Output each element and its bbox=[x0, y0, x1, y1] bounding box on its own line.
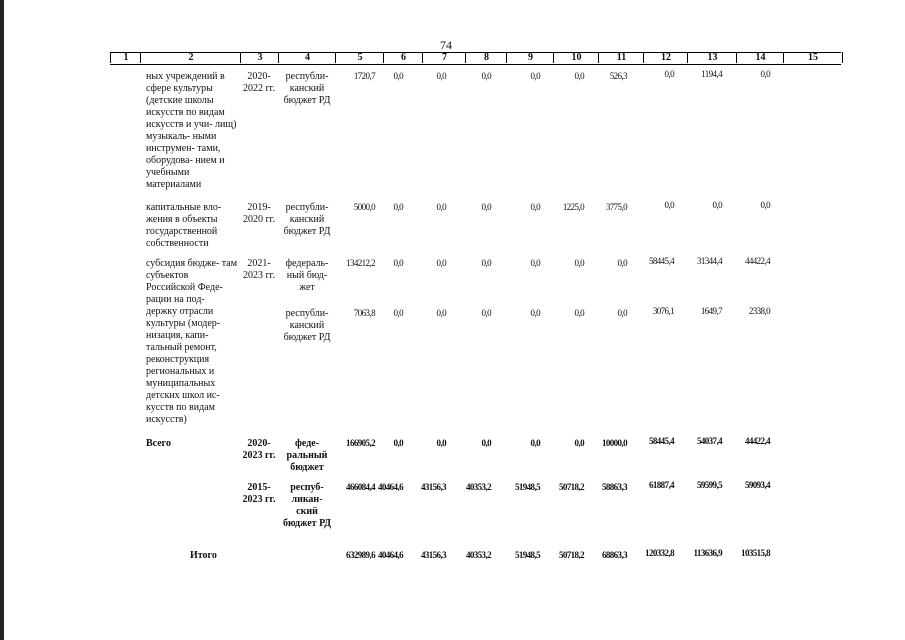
header-col-1: 1 bbox=[110, 52, 141, 63]
header-col-13: 13 bbox=[687, 52, 737, 63]
value-cell: 0,0 bbox=[664, 200, 674, 210]
row-source: республи- канский бюджет РД bbox=[283, 71, 331, 106]
value-cell: 0,0 bbox=[760, 69, 770, 79]
value-cell: 40464,6 bbox=[377, 482, 403, 492]
value-cell: 0,0 bbox=[530, 202, 540, 212]
value-cell: 0,0 bbox=[481, 438, 491, 448]
header-col-7: 7 bbox=[422, 52, 466, 63]
value-cell: 0,0 bbox=[574, 258, 584, 268]
value-cell: 1649,7 bbox=[700, 306, 722, 316]
value-cell: 526,3 bbox=[609, 71, 627, 81]
scan-edge bbox=[0, 0, 4, 640]
row-source: республи- канский бюджет РД bbox=[283, 202, 331, 237]
value-cell: 5000,0 bbox=[353, 202, 375, 212]
value-cell: 59093,4 bbox=[744, 480, 770, 490]
value-cell: 54037,4 bbox=[696, 436, 722, 446]
value-cell: 68863,3 bbox=[601, 550, 627, 560]
value-cell: 7063,8 bbox=[353, 308, 375, 318]
value-cell: 0,0 bbox=[436, 202, 446, 212]
value-cell: 0,0 bbox=[760, 200, 770, 210]
value-cell: 0,0 bbox=[393, 258, 403, 268]
value-cell: 632989,6 bbox=[346, 550, 375, 560]
value-cell: 3076,1 bbox=[652, 306, 674, 316]
value-cell: 0,0 bbox=[530, 71, 540, 81]
header-col-4: 4 bbox=[278, 52, 336, 63]
value-cell: 0,0 bbox=[436, 438, 446, 448]
header-col-3: 3 bbox=[240, 52, 279, 63]
value-cell: 0,0 bbox=[574, 71, 584, 81]
value-cell: 1720,7 bbox=[353, 71, 375, 81]
value-cell: 0,0 bbox=[393, 71, 403, 81]
header-col-9: 9 bbox=[506, 52, 554, 63]
value-cell: 166905,2 bbox=[346, 438, 375, 448]
row-source: республи- канский бюджет РД bbox=[283, 308, 331, 343]
value-cell: 0,0 bbox=[481, 71, 491, 81]
header-col-15: 15 bbox=[783, 52, 843, 63]
value-cell: 134212,2 bbox=[346, 258, 375, 268]
header-col-8: 8 bbox=[465, 52, 507, 63]
value-cell: 50718,2 bbox=[558, 482, 584, 492]
header-col-14: 14 bbox=[736, 52, 784, 63]
header-col-10: 10 bbox=[553, 52, 599, 63]
value-cell: 40464,6 bbox=[377, 550, 403, 560]
value-cell: 44422,4 bbox=[744, 256, 770, 266]
row-period: 2021- 2023 гг. bbox=[242, 258, 276, 281]
header-col-11: 11 bbox=[598, 52, 644, 63]
value-cell: 40353,2 bbox=[465, 482, 491, 492]
value-cell: 61887,4 bbox=[648, 480, 674, 490]
value-cell: 103515,8 bbox=[741, 548, 770, 558]
header-col-2: 2 bbox=[140, 52, 241, 63]
value-cell: 0,0 bbox=[393, 438, 403, 448]
row-source: феде- ральный бюджет bbox=[286, 438, 328, 473]
header-col-12: 12 bbox=[643, 52, 688, 63]
value-cell: 0,0 bbox=[712, 200, 722, 210]
row-name: субсидия бюдже- там субъектов Российской Феде- рации на под- держку отрасли культуры (модер- низация, капи- тальный ремонт, реконструкция региональных и муниципальных детских школ ис- кусств по видам искусств) bbox=[146, 258, 238, 425]
value-cell: 0,0 bbox=[481, 308, 491, 318]
value-cell: 0,0 bbox=[481, 202, 491, 212]
value-cell: 59599,5 bbox=[696, 480, 722, 490]
value-cell: 50718,2 bbox=[558, 550, 584, 560]
value-cell: 58445,4 bbox=[648, 436, 674, 446]
value-cell: 0,0 bbox=[530, 258, 540, 268]
header-col-5: 5 bbox=[335, 52, 384, 63]
row-period: 2019- 2020 гг. bbox=[242, 202, 276, 225]
value-cell: 0,0 bbox=[664, 69, 674, 79]
header-col-6: 6 bbox=[383, 52, 423, 63]
value-cell: 31344,4 bbox=[696, 256, 722, 266]
value-cell: 466084,4 bbox=[346, 482, 375, 492]
value-cell: 0,0 bbox=[530, 438, 540, 448]
row-name: Всего bbox=[146, 438, 171, 449]
value-cell: 0,0 bbox=[481, 258, 491, 268]
value-cell: 113636,9 bbox=[693, 548, 722, 558]
value-cell: 0,0 bbox=[530, 308, 540, 318]
row-period: 2020- 2022 гг. bbox=[242, 71, 276, 94]
value-cell: 43156,3 bbox=[420, 550, 446, 560]
value-cell: 1225,0 bbox=[562, 202, 584, 212]
page-number: 74 bbox=[440, 38, 452, 52]
row-source: федераль- ный бюд- жет bbox=[285, 258, 329, 293]
value-cell: 0,0 bbox=[574, 438, 584, 448]
value-cell: 0,0 bbox=[436, 71, 446, 81]
value-cell: 0,0 bbox=[617, 258, 627, 268]
value-cell: 40353,2 bbox=[465, 550, 491, 560]
row-period: 2015- 2023 гг. bbox=[242, 482, 276, 505]
row-source: респуб- ликан- ский бюджет РД bbox=[282, 482, 332, 529]
row-name: Итого bbox=[190, 550, 217, 561]
value-cell: 51948,5 bbox=[514, 482, 540, 492]
value-cell: 44422,4 bbox=[744, 436, 770, 446]
value-cell: 43156,3 bbox=[420, 482, 446, 492]
value-cell: 0,0 bbox=[617, 308, 627, 318]
value-cell: 51948,5 bbox=[514, 550, 540, 560]
value-cell: 0,0 bbox=[393, 308, 403, 318]
value-cell: 0,0 bbox=[436, 258, 446, 268]
value-cell: 0,0 bbox=[436, 308, 446, 318]
value-cell: 58445,4 bbox=[648, 256, 674, 266]
value-cell: 58863,3 bbox=[601, 482, 627, 492]
value-cell: 0,0 bbox=[574, 308, 584, 318]
row-name: капитальные вло- жения в объекты государственной собственности bbox=[146, 202, 222, 249]
value-cell: 1194,4 bbox=[701, 69, 722, 79]
value-cell: 3775,0 bbox=[605, 202, 627, 212]
value-cell: 10000,0 bbox=[601, 438, 627, 448]
row-period: 2020- 2023 гг. bbox=[242, 438, 276, 461]
value-cell: 0,0 bbox=[393, 202, 403, 212]
value-cell: 2338,0 bbox=[748, 306, 770, 316]
value-cell: 120332,8 bbox=[645, 548, 674, 558]
row-name: ных учреждений в сфере культуры (детские школы искусств по видам искусств и учи- лищ) музыкаль- ными инструмен- тами, оборудова- нием и учебными материалами bbox=[146, 71, 237, 190]
